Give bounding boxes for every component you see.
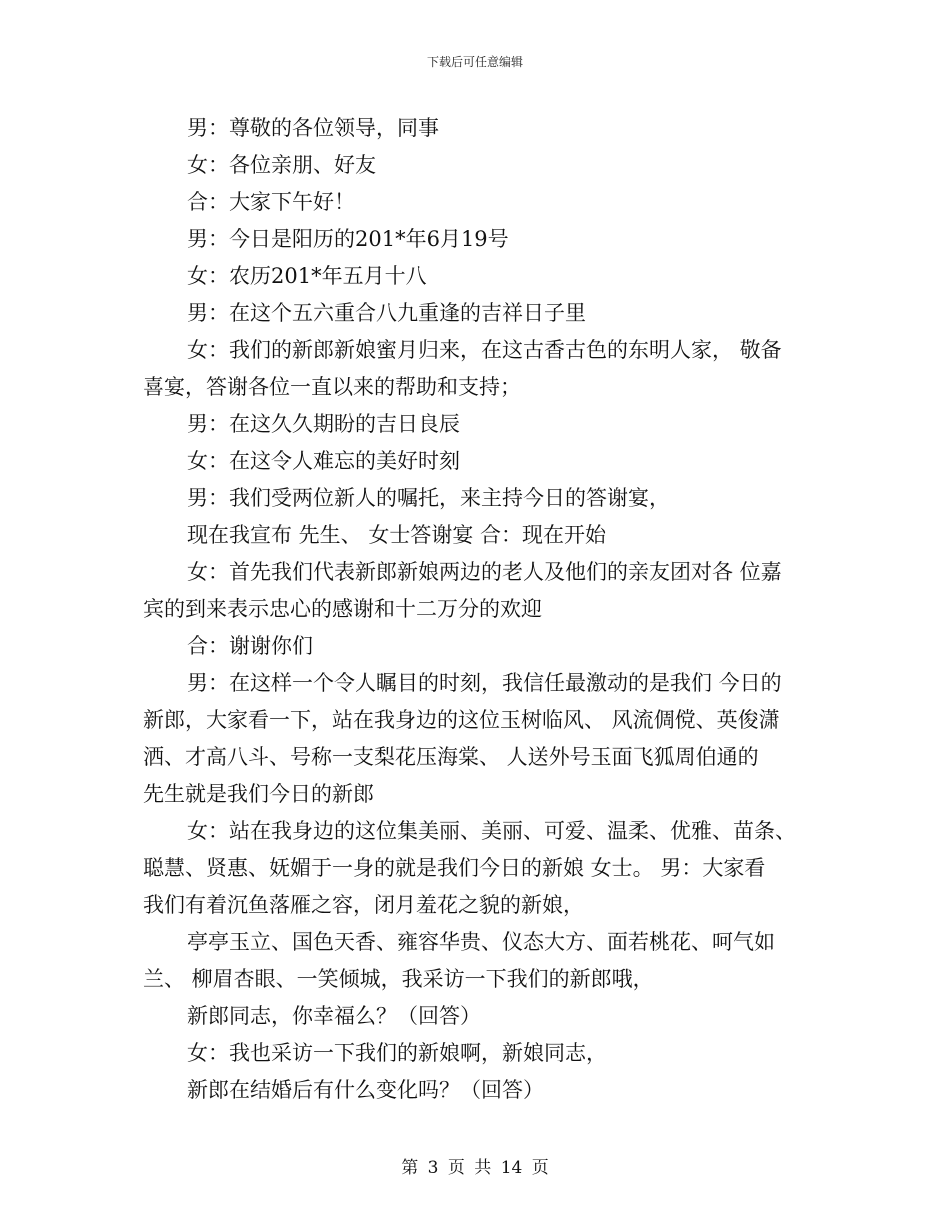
text-line: 喜宴，答谢各位一直以来的帮助和支持； — [143, 375, 521, 399]
text-line: 男：在这久久期盼的吉日良辰 — [187, 412, 460, 436]
text-line: 新郎在结婚后有什么变化吗？（回答） — [187, 1078, 544, 1102]
text-line: 女：各位亲朋、好友 — [187, 153, 376, 177]
text-line: 男：今日是阳历的201*年6月19号 — [187, 227, 509, 251]
text-line: 女：我们的新郎新娘蜜月归来，在这古香古色的东明人家， 敬备 — [187, 338, 782, 362]
text-line: 聪慧、贤惠、妩媚于一身的就是我们今日的新娘 女士。 男：大家看 — [143, 856, 766, 880]
text-line: 兰、 柳眉杏眼、一笑倾城，我采访一下我们的新郎哦， — [143, 967, 654, 991]
text-line: 男：尊敬的各位领导，同事 — [187, 116, 439, 140]
text-line: 女：首先我们代表新郎新娘两边的老人及他们的亲友团对各 位嘉 — [187, 560, 782, 584]
text-line: 合：谢谢你们 — [187, 634, 313, 658]
text-line: 亭亭玉立、国色天香、雍容华贵、仪态大方、面若桃花、呵气如 — [187, 930, 775, 954]
page-footer: 第 3 页 共 14 页 — [401, 1158, 549, 1178]
text-line: 合：大家下午好！ — [187, 190, 355, 214]
text-line: 女：站在我身边的这位集美丽、美丽、可爱、温柔、优雅、苗条、 — [187, 819, 796, 843]
text-line: 先生就是我们今日的新郎 — [143, 782, 374, 806]
text-line: 洒、才高八斗、号称一支梨花压海棠、 人送外号玉面飞狐周伯通的 — [143, 745, 759, 769]
text-line: 男：在这个五六重合八九重逢的吉祥日子里 — [187, 301, 586, 325]
document-body — [143, 110, 813, 1109]
text-line: 女：在这令人难忘的美好时刻 — [187, 449, 460, 473]
text-line: 女：我也采访一下我们的新娘啊，新娘同志， — [187, 1041, 607, 1065]
text-line: 新郎同志，你幸福么？（回答） — [187, 1004, 481, 1028]
text-line: 现在我宣布 先生、 女士答谢宴 合：现在开始 — [187, 523, 607, 547]
text-line: 女：农历201*年五月十八 — [187, 264, 427, 288]
text-line: 我们有着沉鱼落雁之容，闭月羞花之貌的新娘， — [143, 893, 584, 917]
page-header: 下载后可任意编辑 — [426, 55, 523, 69]
text-line: 男：我们受两位新人的嘱托，来主持今日的答谢宴， — [187, 486, 670, 510]
text-line: 男：在这样一个令人瞩目的时刻，我信任最激动的是我们 今日的 — [187, 671, 782, 695]
text-line: 新郎，大家看一下，站在我身边的这位玉树临风、 风流倜傥、英俊潇 — [143, 708, 780, 732]
text-line: 宾的到来表示忠心的感谢和十二万分的欢迎 — [143, 597, 542, 621]
